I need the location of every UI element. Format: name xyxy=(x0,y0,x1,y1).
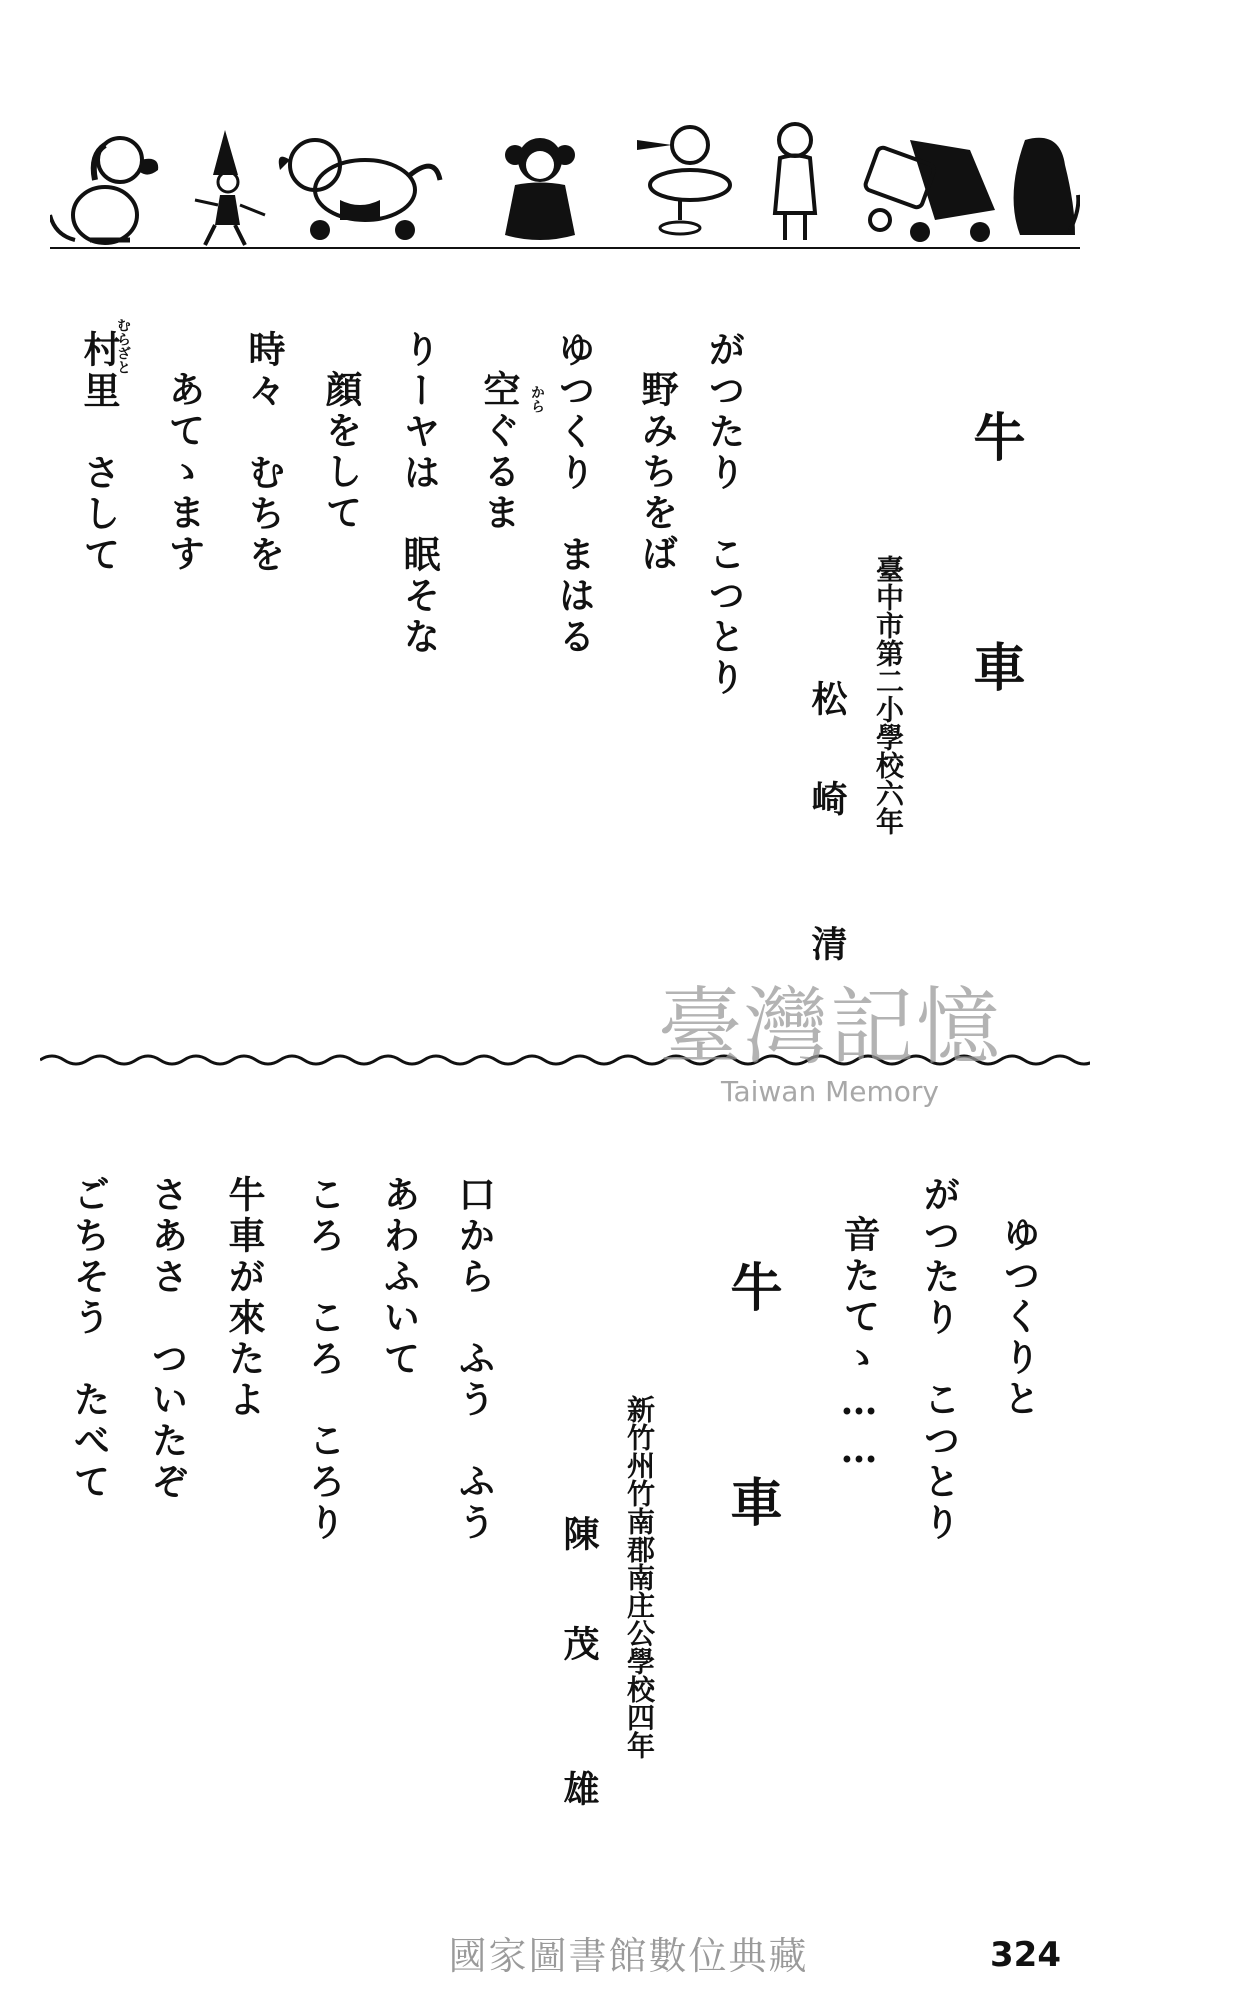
dog-figure-icon xyxy=(50,138,158,243)
poem2-line: さあさ ついたぞ xyxy=(145,1175,189,1503)
poem1-author-char-3: 清 xyxy=(806,925,847,961)
poem1-line: ゆつくり まはる xyxy=(552,330,596,658)
poem1-line: 村里 さして xyxy=(77,330,121,576)
poem1-affiliation: 臺中市第二小學校六年 xyxy=(872,555,905,835)
toy-silhouette-border xyxy=(50,120,1080,250)
toy-cart-icon xyxy=(864,140,995,242)
poem1-author-char-1: 松 xyxy=(806,680,847,716)
poem2-line: 口から ふう ふう xyxy=(452,1175,496,1544)
watermark-chinese: 臺灣記憶 xyxy=(657,978,1002,1076)
poem1-ruby-kara: から xyxy=(529,385,545,413)
poem1-line: 野みちをば xyxy=(635,370,679,575)
poem2-author-char-1: 陳 xyxy=(558,1515,599,1551)
sitting-dog-icon xyxy=(1014,138,1079,235)
poem1-author-char-2: 崎 xyxy=(806,780,847,816)
poem1-tail-line: ゆつくりと xyxy=(997,1215,1041,1420)
kewpie-doll-icon xyxy=(775,124,815,240)
poem1-tail-line: 音たてゝ…… xyxy=(837,1215,881,1475)
poem2-affiliation: 新竹州竹南郡南庄公學校四年 xyxy=(623,1395,656,1759)
poem1-title-char-1: 牛 xyxy=(964,410,1025,462)
poem2-line: あわふいて xyxy=(377,1175,421,1380)
poem2-line: ごちそう たべて xyxy=(67,1175,111,1503)
toy-dog-on-wheels-icon xyxy=(279,140,440,240)
taiwan-memory-watermark xyxy=(620,978,1040,1135)
poem2-author-char-3: 雄 xyxy=(558,1770,599,1806)
library-footer-text: 國家圖書館數位典藏 xyxy=(448,1934,809,1978)
duck-on-stand-icon xyxy=(637,127,730,234)
poem1-line: りーヤは 眠そな xyxy=(397,330,441,658)
poem2-author-char-2: 茂 xyxy=(558,1625,599,1661)
gnome-figure-icon xyxy=(195,130,265,245)
poem2-title-char-2: 車 xyxy=(721,1475,782,1527)
poem1-tail-line: がつたり こつとり xyxy=(917,1175,961,1544)
poem1-title-char-2: 車 xyxy=(964,640,1025,692)
poem1-ruby-murazato: むらざと xyxy=(115,318,131,374)
poem1-line: 空ぐるま xyxy=(477,370,521,534)
watermark-english: Taiwan Memory xyxy=(721,1075,939,1108)
poem2-line: 牛車が來たよ xyxy=(222,1175,266,1421)
poem2-title-char-1: 牛 xyxy=(721,1260,782,1312)
poem1-line: がつたり こつとり xyxy=(702,330,746,699)
doll-figure-icon xyxy=(505,138,575,240)
poem1-line: 顔をして xyxy=(319,370,363,534)
poem2-line: ころ ころ ころり xyxy=(302,1175,346,1544)
page-number: 324 xyxy=(990,1935,1061,1975)
poem1-line: あてゝます xyxy=(162,370,206,575)
poem1-line: 時々 むちを xyxy=(242,330,286,576)
